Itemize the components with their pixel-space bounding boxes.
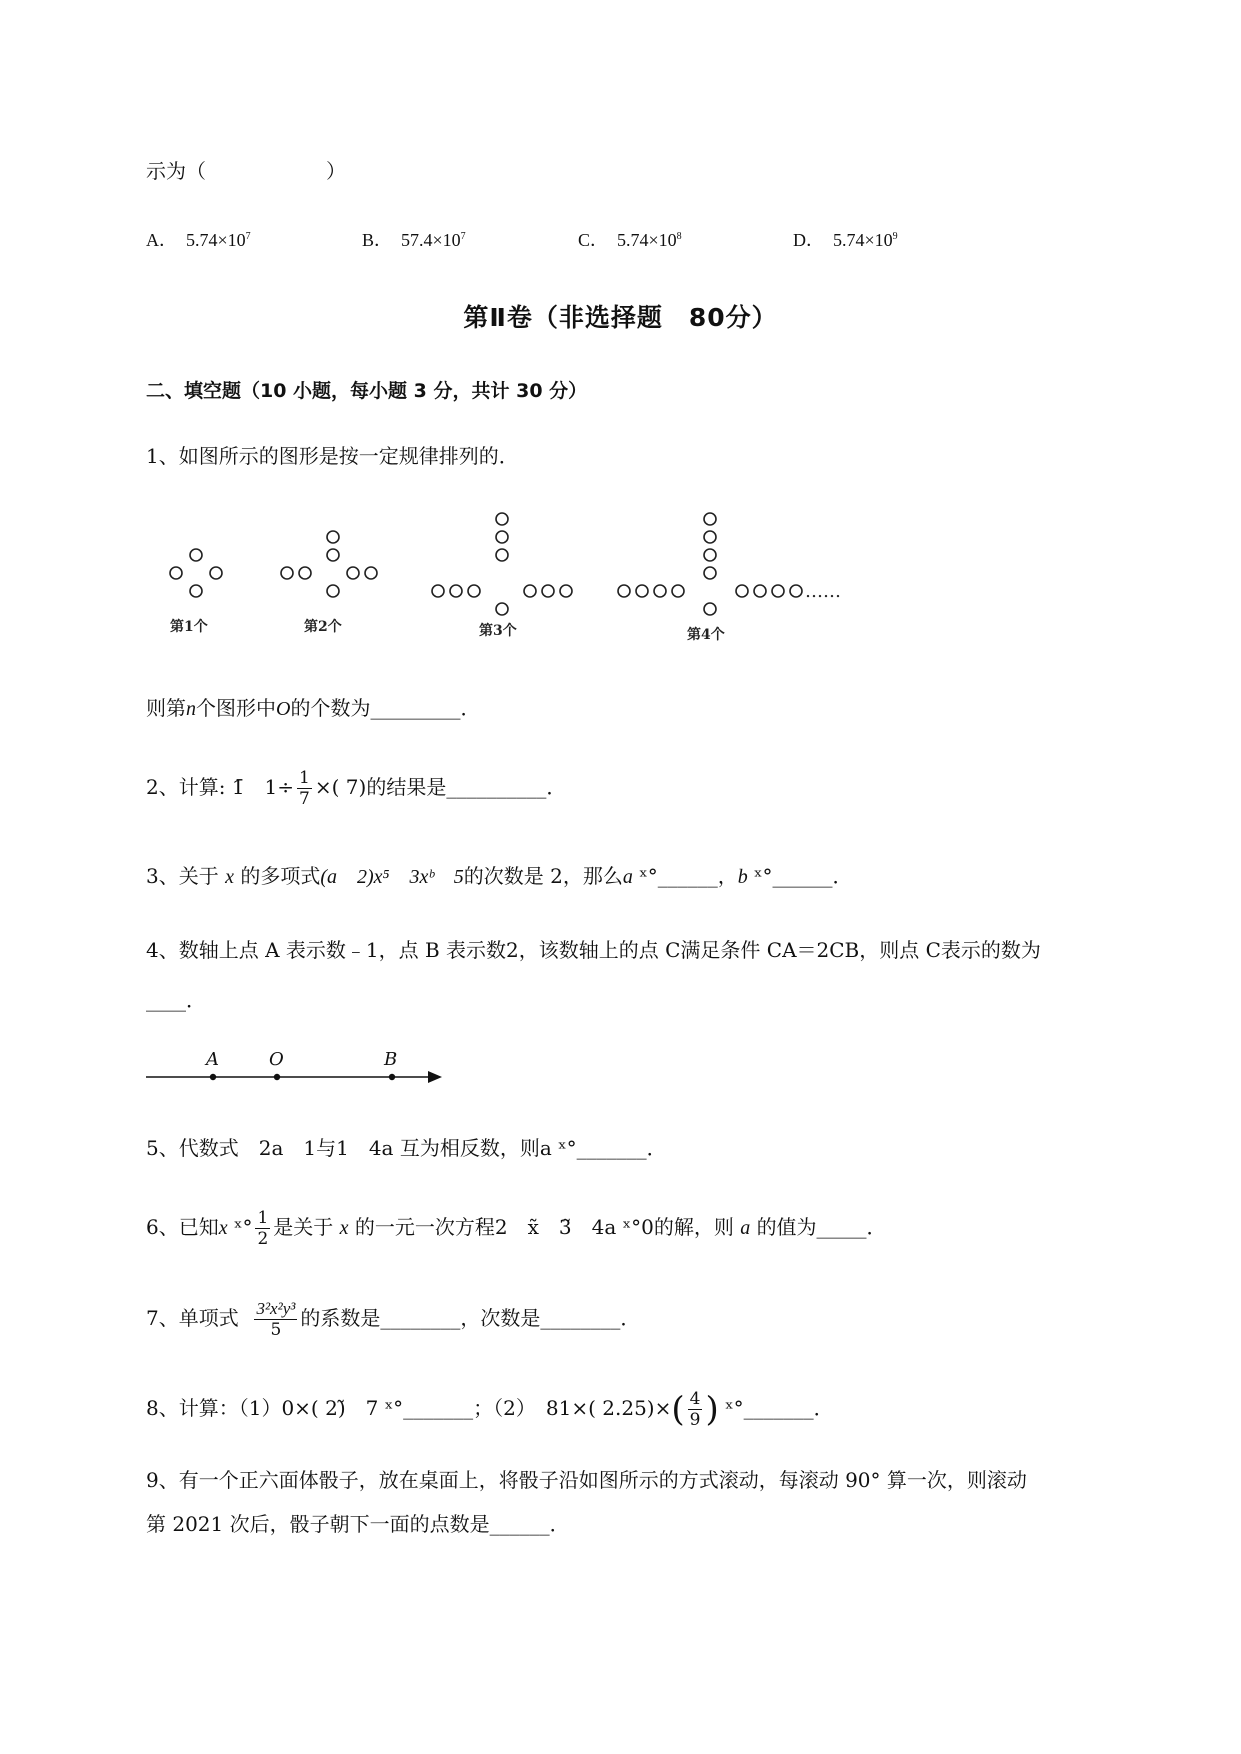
q1-pattern-figure — [140, 505, 880, 649]
var-x-q6: x — [218, 1217, 228, 1239]
option-a-exp: 7 — [245, 231, 251, 242]
q7-suffix: 的系数是________，次数是________． — [300, 1306, 641, 1330]
var-a-q6: a — [740, 1217, 751, 1239]
q9-line-2: 第 2021 次后，骰子朝下一面的点数是______． — [146, 1512, 570, 1536]
option-c-value: 5.74×10 — [617, 230, 677, 250]
q8-paren-right: ) — [705, 1389, 719, 1430]
option-a-label: A． — [146, 230, 177, 250]
var-b: b — [737, 866, 748, 888]
q6-fraction — [255, 1208, 270, 1249]
var-o: O — [276, 698, 291, 720]
option-c-exp: 8 — [676, 231, 682, 242]
q7-frac-num: 3²x²y³ — [256, 1299, 296, 1318]
q8-part1: 8、计算：（1）0×( 2)̃ 7 ˣ°_______；（2） 81×( 2.25)× — [146, 1396, 672, 1420]
section-heading: 二、填空题（10 小题，每小题 3 分，共计 30 分） — [146, 380, 588, 402]
q8-line — [146, 1389, 834, 1430]
q3-polynomial: (a 2)x⁵ 3xᵇ 5 — [320, 866, 464, 888]
option-d — [793, 226, 898, 252]
q3-blank-a: ˣ°______， — [632, 864, 738, 888]
q2-suffix: 的结果是__________． — [366, 775, 567, 799]
q2-expr-a: 1̄ 1÷ — [231, 775, 295, 799]
question-tail-line: 示为（ ） — [146, 159, 346, 183]
q6-post: 的一元一次方程2 x̃ 3̃ 4a ˣ°0的解，则 — [354, 1215, 734, 1239]
q6-prefix: 6、已知 — [146, 1215, 219, 1239]
q7-prefix: 7、单项式 — [146, 1306, 239, 1330]
option-d-value: 5.74×10 — [833, 230, 893, 250]
part-title: 第Ⅱ卷（非选择题 80分） — [463, 303, 778, 332]
number-line-figure — [140, 1045, 460, 1099]
q5-line: 5、代数式 2a 1与1 4a 互为相反数，则a ˣ°_______． — [146, 1136, 667, 1160]
label-o: O — [269, 1049, 284, 1070]
q1-answer-mid: 个图形中 — [196, 696, 276, 720]
var-n: n — [186, 698, 196, 720]
figure-label-3: 第3个 — [479, 623, 517, 639]
figure-label-2: 第2个 — [304, 619, 342, 635]
q8-frac-den: 9 — [689, 1410, 701, 1430]
q8-part2: ˣ°_______． — [718, 1396, 834, 1420]
q3-prefix: 3、关于 — [146, 864, 219, 888]
q3-line — [146, 862, 853, 891]
q6-mid: 是关于 — [273, 1215, 334, 1239]
var-x: x — [225, 866, 234, 888]
q2-expr-b: ×( 7) — [314, 775, 367, 799]
q1-answer-pre: 则第 — [146, 696, 186, 720]
option-b-exp: 7 — [460, 231, 466, 242]
q3-blank-b: ˣ°______． — [747, 864, 853, 888]
var-a: a — [622, 866, 633, 888]
option-d-label: D． — [793, 230, 824, 250]
option-c — [578, 226, 682, 252]
option-b-value: 57.4×10 — [401, 230, 461, 250]
q7-frac-den: 5 — [270, 1320, 282, 1340]
option-b-label: B． — [362, 230, 393, 250]
q1-answer-post: 的个数为_________． — [290, 696, 481, 720]
figure-label-1: 第1个 — [170, 619, 208, 635]
q8-fraction — [688, 1389, 703, 1430]
q6-tail: 的值为_____． — [756, 1215, 887, 1239]
option-a-value: 5.74×10 — [186, 230, 246, 250]
label-a: A — [206, 1049, 219, 1070]
option-b — [362, 226, 466, 252]
q2-line — [146, 768, 566, 809]
point-a — [210, 1074, 216, 1080]
q6-frac-den: 2 — [257, 1229, 269, 1249]
q1-answer-line — [146, 694, 480, 723]
q3-after: 的次数是 2，那么 — [463, 864, 623, 888]
q2-frac-den: 7 — [299, 789, 310, 809]
q7-line — [146, 1299, 640, 1340]
option-a — [146, 226, 251, 252]
option-c-label: C． — [578, 230, 609, 250]
q8-frac-num: 4 — [689, 1389, 701, 1409]
label-b: B — [384, 1049, 398, 1070]
point-b — [389, 1074, 395, 1080]
q2-fraction — [297, 768, 312, 809]
q2-prefix: 2、计算: — [146, 775, 226, 799]
option-d-exp: 9 — [892, 231, 898, 242]
pattern-ellipsis: …… — [805, 581, 841, 602]
var-x2-q6: x — [339, 1217, 349, 1239]
q4-line-2: ____． — [146, 988, 206, 1012]
q2-frac-num: 1 — [299, 768, 310, 788]
q7-fraction — [254, 1299, 297, 1340]
q1-text: 1、如图所示的图形是按一定规律排列的． — [146, 444, 519, 468]
q9-line-1: 9、有一个正六面体骰子，放在桌面上，将骰子沿如图所示的方式滚动，每滚动 90° 算一次，则滚动 — [146, 1468, 1027, 1492]
q6-frac-num: 1 — [257, 1208, 269, 1228]
q6-eq: ˣ° — [227, 1215, 253, 1239]
figure-label-4: 第4个 — [687, 627, 725, 643]
q8-paren-left: ( — [671, 1389, 685, 1430]
point-o — [274, 1074, 280, 1080]
q4-line-1: 4、数轴上点 A 表示数﹣1，点 B 表示数2，该数轴上的点 C满足条件 CA＝2CB，则点 C表示的数为 — [146, 938, 1041, 962]
q6-line — [146, 1208, 887, 1249]
q3-mid: 的多项式 — [240, 864, 321, 888]
